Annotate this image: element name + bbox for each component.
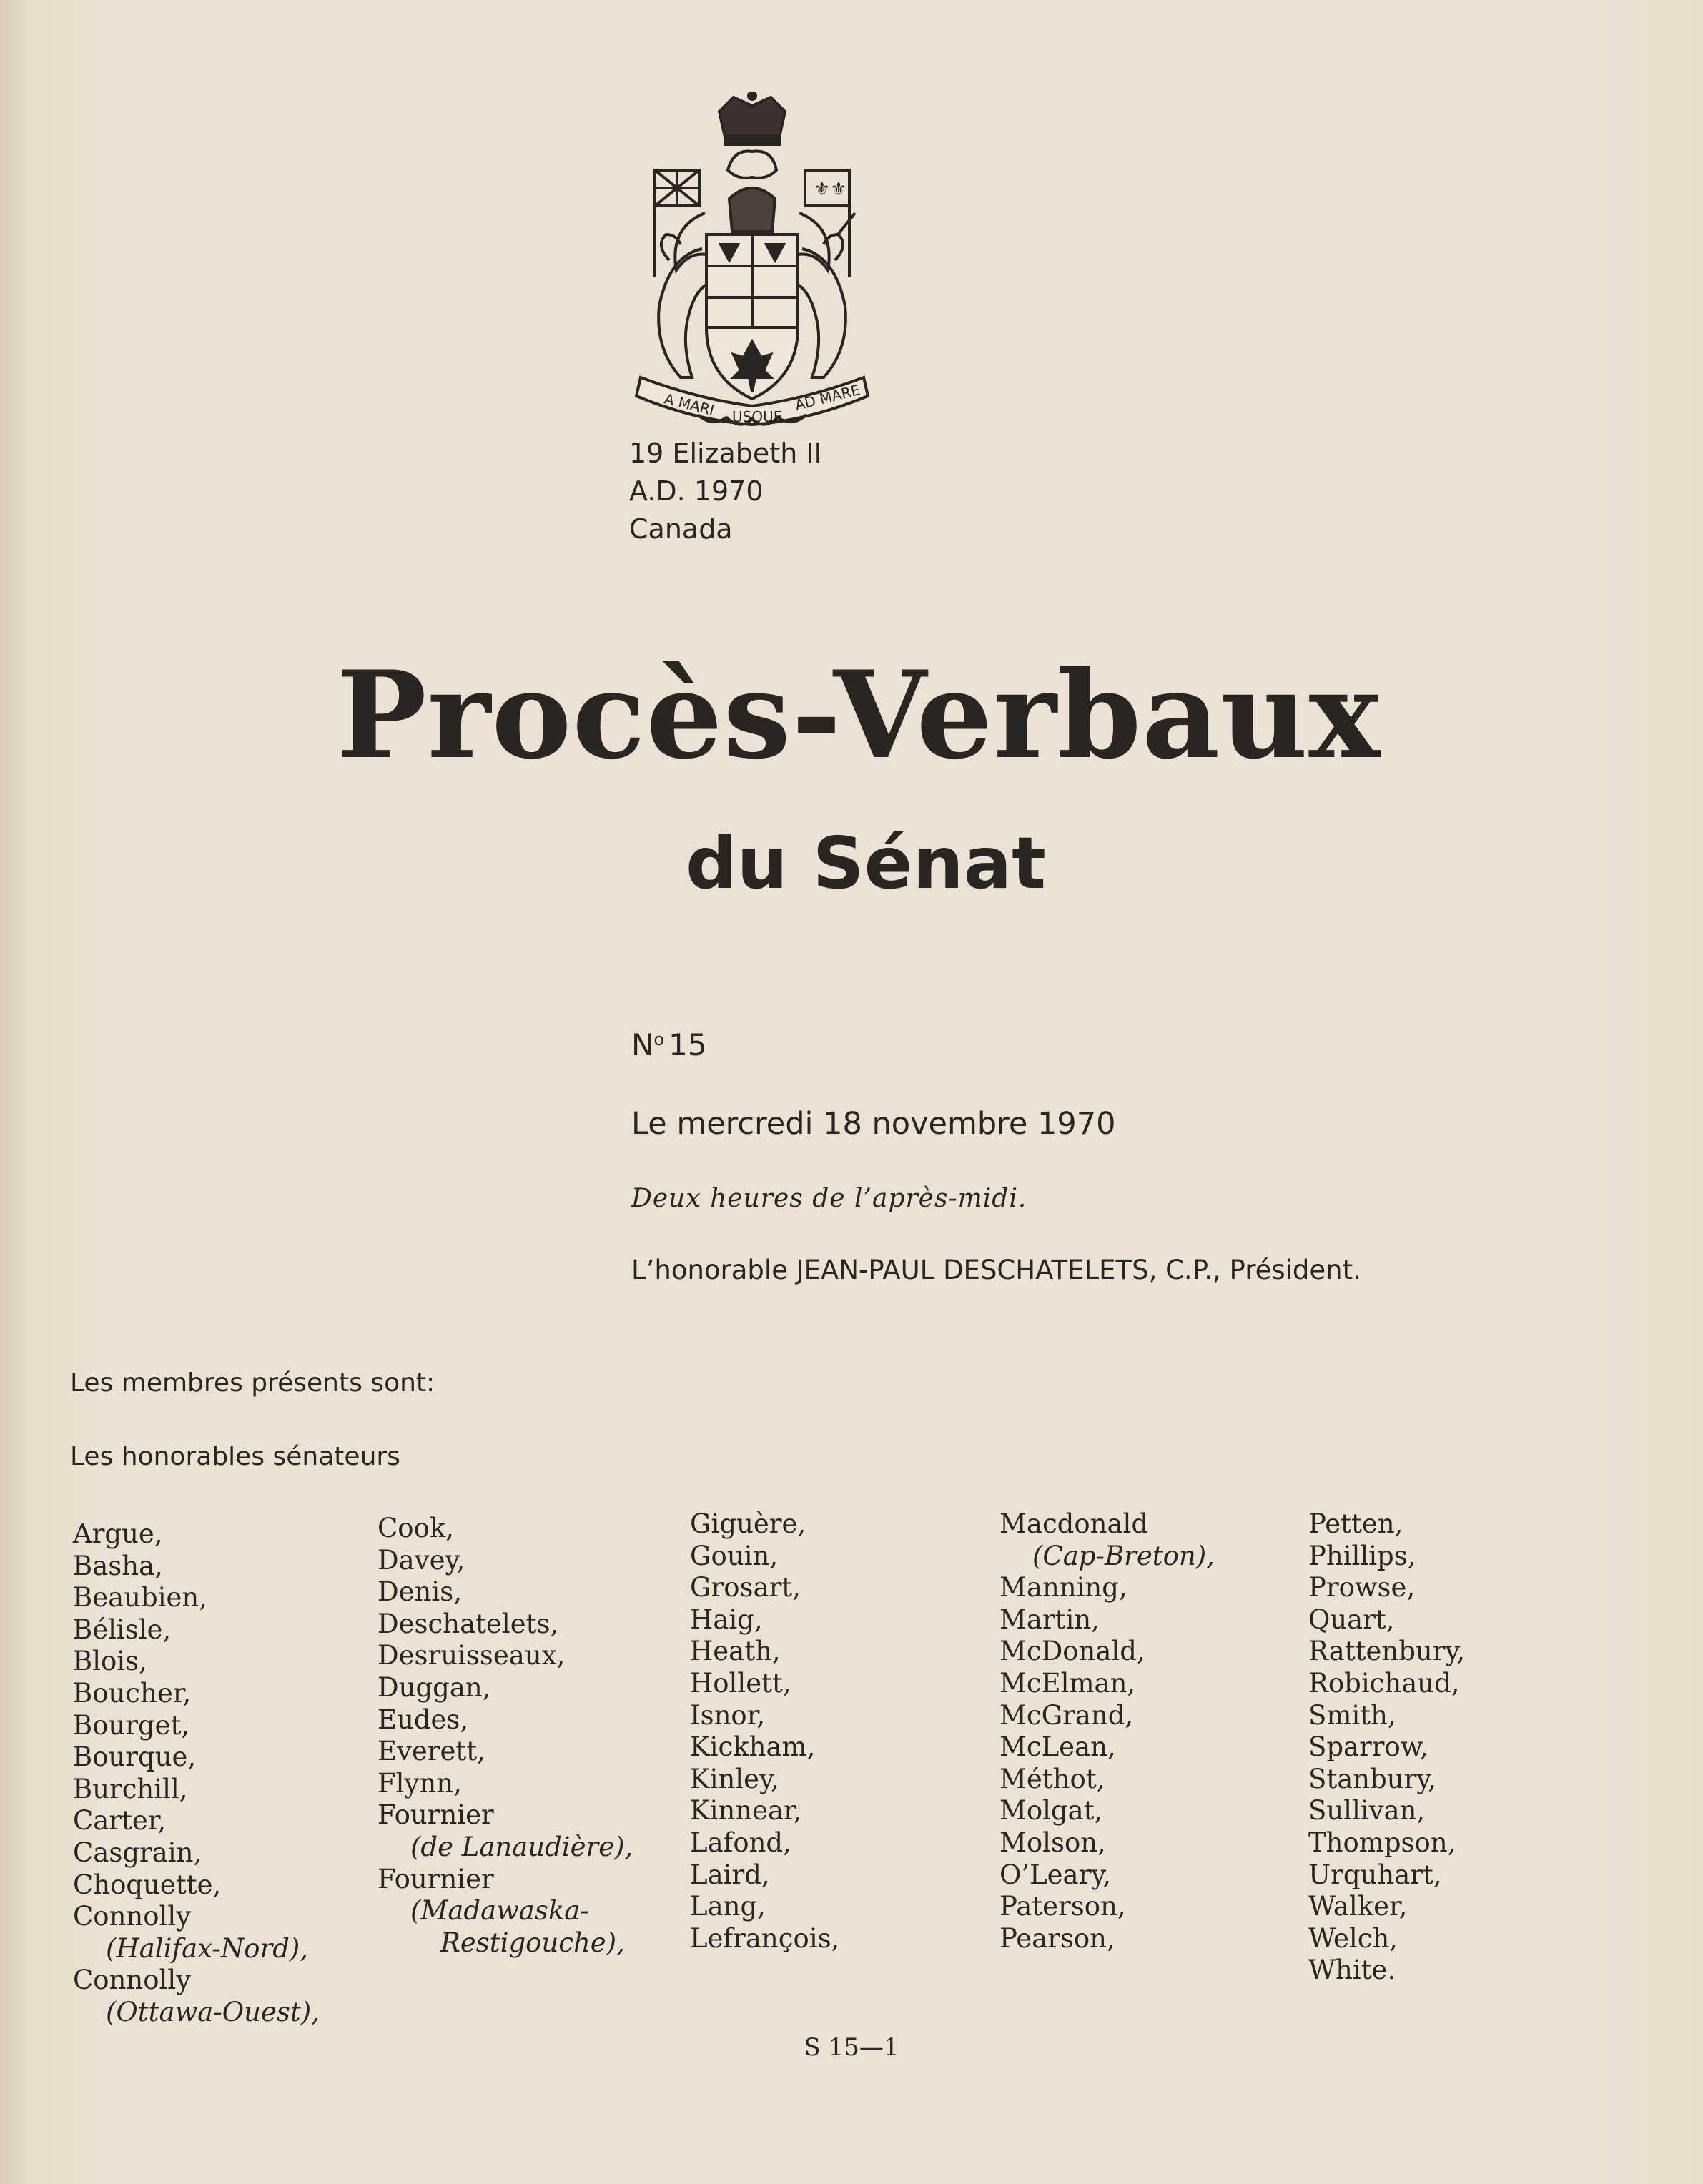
senator-name: Duggan, — [377, 1671, 491, 1703]
senator-name: Cook, — [377, 1513, 455, 1543]
country-name: Canada — [629, 513, 733, 545]
senator-name: Petten, — [1308, 1508, 1403, 1539]
senator-division: (Ottawa-Ouest), — [106, 1996, 320, 2027]
sitting-number-value: 15 — [668, 1027, 707, 1062]
senator-name: Robichaud, — [1308, 1667, 1460, 1699]
sitting-date: Le mercredi 18 novembre 1970 — [631, 1106, 1116, 1142]
crest-motto-right: AD MARE — [793, 381, 862, 414]
calendar-year: A.D. 1970 — [629, 475, 764, 507]
senator-division: (Madawaska- — [410, 1895, 589, 1927]
sitting-number-suffix: o — [653, 1029, 665, 1049]
senator-name: Carter, — [73, 1805, 167, 1837]
senator-name: Fournier — [377, 1863, 494, 1894]
senator-name: McDonald, — [999, 1636, 1145, 1667]
senator-division: (Cap-Breton), — [1032, 1540, 1215, 1571]
senator-name: Quart, — [1308, 1604, 1395, 1635]
senator-name: Walker, — [1308, 1891, 1408, 1922]
senator-name: Urquhart, — [1308, 1859, 1442, 1890]
senator-name: White. — [1308, 1955, 1396, 1986]
senator-name: Lefrançois, — [690, 1922, 840, 1954]
senator-name: Bélisle, — [73, 1614, 172, 1645]
senator-name: Heath, — [690, 1636, 781, 1667]
senator-name: Sparrow, — [1308, 1731, 1428, 1763]
sitting-details — [631, 1018, 1361, 1288]
senator-name: Martin, — [999, 1604, 1100, 1635]
senator-name: Paterson, — [999, 1891, 1126, 1922]
senator-name: Burchill, — [73, 1773, 188, 1804]
senator-name: Isnor, — [690, 1699, 766, 1731]
senator-division: (Halifax-Nord), — [106, 1932, 309, 1964]
senator-column-5 — [1308, 1508, 1465, 1987]
senator-name: Gouin, — [690, 1540, 779, 1571]
senator-name: Prowse, — [1308, 1572, 1416, 1604]
senator-name: Kickham, — [690, 1731, 816, 1763]
sitting-time: Deux heures de l’après-midi. — [631, 1184, 1027, 1213]
senator-name: O’Leary, — [999, 1859, 1112, 1890]
senator-name: Denis, — [377, 1576, 462, 1608]
senator-name: Macdonald — [999, 1508, 1149, 1539]
senator-name: Connolly — [73, 1965, 192, 1996]
senator-name: Bourget, — [73, 1709, 190, 1741]
senator-name: Rattenbury, — [1308, 1636, 1466, 1667]
senator-name: Sullivan, — [1308, 1795, 1426, 1827]
senator-name: Blois, — [73, 1646, 147, 1677]
senator-name: Fournier — [377, 1799, 494, 1831]
senator-name: Lang, — [690, 1891, 766, 1922]
senator-name: Choquette, — [73, 1869, 222, 1900]
senator-name: Kinnear, — [690, 1795, 802, 1827]
senator-name: Beaubien, — [73, 1582, 207, 1614]
document-subtitle: du Sénat — [686, 821, 1046, 905]
senator-name: Bourque, — [73, 1741, 197, 1773]
attendance-intro: Les membres présents sont: — [70, 1368, 435, 1398]
senator-division: Restigouche), — [440, 1927, 625, 1958]
crest-motto-center: USQUE — [732, 408, 783, 425]
senator-name: Molgat, — [999, 1795, 1103, 1827]
senator-name: Basha, — [73, 1550, 163, 1581]
senator-name: Phillips, — [1308, 1540, 1416, 1571]
senator-name: Deschatelets, — [377, 1608, 559, 1639]
crest-motto-left: A MARI — [662, 390, 716, 419]
document-title: Procès-Verbaux — [336, 644, 1381, 786]
sitting-number — [631, 1018, 1361, 1067]
senator-name: Grosart, — [690, 1572, 801, 1604]
senator-name: Molson, — [999, 1827, 1106, 1858]
regnal-block — [629, 435, 822, 548]
senator-name: Méthot, — [999, 1763, 1105, 1794]
senator-name: Stanbury, — [1308, 1763, 1437, 1794]
senator-name: Welch, — [1308, 1922, 1398, 1954]
senator-name: Casgrain, — [73, 1837, 202, 1868]
senator-name: Laird, — [690, 1859, 770, 1890]
senator-division: (de Lanaudière), — [410, 1831, 633, 1862]
senator-name: McLean, — [999, 1731, 1116, 1763]
senator-name: Thompson, — [1308, 1827, 1456, 1858]
senator-column-2 — [377, 1513, 633, 1959]
coat-of-arms-icon — [626, 92, 878, 432]
senator-name: Giguère, — [690, 1508, 806, 1539]
senator-column-4 — [999, 1508, 1215, 1955]
senator-name: Lafond, — [690, 1827, 791, 1858]
senator-name: Manning, — [999, 1572, 1127, 1604]
senator-name: Eudes, — [377, 1704, 469, 1735]
page-reference: S 15—1 — [804, 2033, 899, 2062]
senator-name: Connolly — [73, 1901, 192, 1932]
senator-name: McGrand, — [999, 1699, 1134, 1731]
senator-name: McElman, — [999, 1667, 1136, 1699]
senator-name: Boucher, — [73, 1677, 192, 1709]
senator-name: Pearson, — [999, 1922, 1115, 1954]
regnal-year: 19 Elizabeth II — [629, 438, 822, 469]
senator-name: Kinley, — [690, 1763, 779, 1794]
senator-name: Haig, — [690, 1604, 763, 1635]
senator-name: Hollett, — [690, 1667, 791, 1699]
presiding-officer: L’honorable JEAN-PAUL DESCHATELETS, C.P., Président. — [631, 1255, 1361, 1285]
senator-name: Smith, — [1308, 1699, 1396, 1731]
senator-name: Davey, — [377, 1544, 465, 1576]
senator-column-3 — [690, 1508, 839, 1955]
senator-name: Desruisseaux, — [377, 1640, 566, 1671]
svg-text:⚜⚜: ⚜⚜ — [814, 179, 847, 200]
senator-name: Flynn, — [377, 1767, 462, 1799]
sitting-number-prefix: N — [631, 1027, 654, 1062]
senator-name: Argue, — [73, 1518, 163, 1549]
senator-name: Everett, — [377, 1736, 485, 1767]
attendance-group-label: Les honorables sénateurs — [70, 1442, 400, 1471]
senator-column-1 — [73, 1518, 320, 2029]
